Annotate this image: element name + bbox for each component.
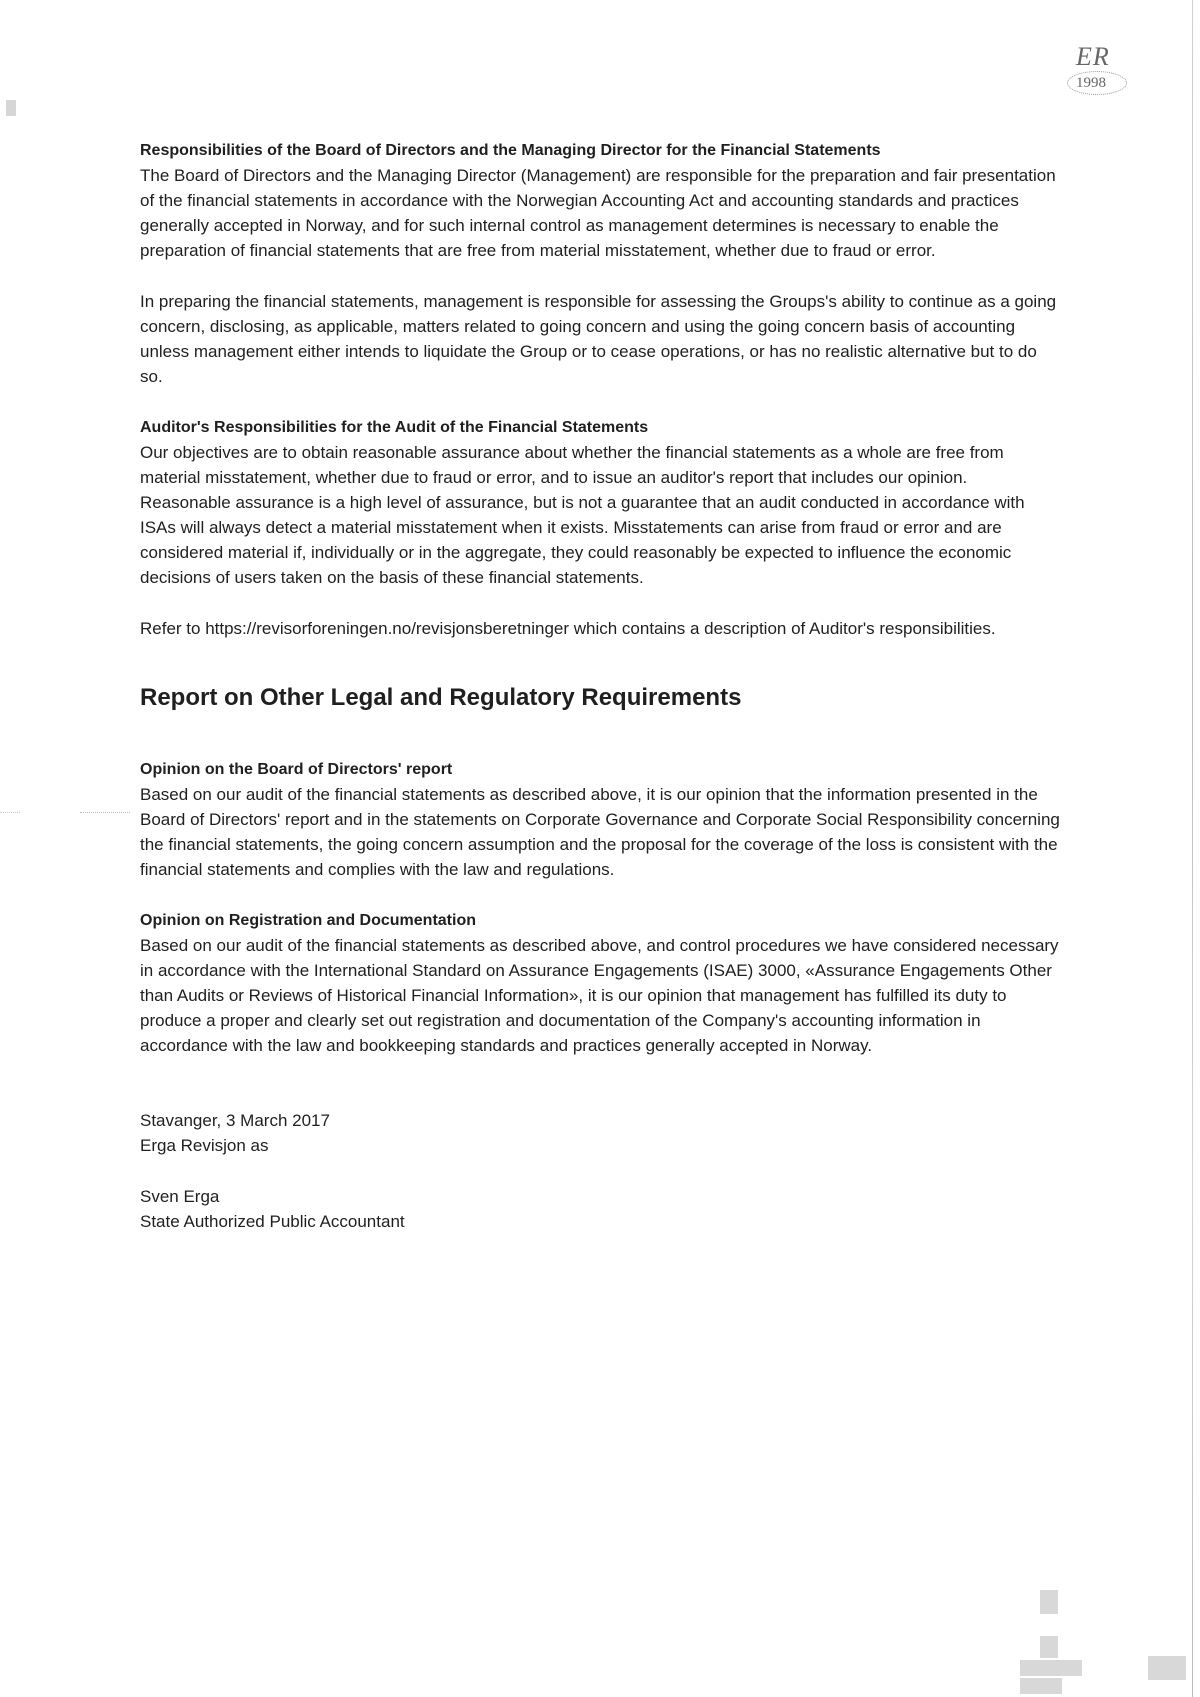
registration-opinion-section	[140, 908, 1060, 1058]
auditor-stamp	[1062, 42, 1142, 98]
scan-artifact	[1148, 1656, 1186, 1680]
board-responsibilities-section	[140, 138, 1060, 389]
paragraph: Our objectives are to obtain reasonable assurance about whether the financial statements as a whole are free from material misstatement, whether due to fraud or error, and to issue an auditor's report that includes our opinion. Reasonable assurance is a high level of assurance, but is not a guarantee that an audit conducted in accordance with ISAs will always detect a material misstatement when it exists. Misstatements can arise from fraud or error and are considered material if, individually or in the aggregate, they could reasonably be expected to influence the economic decisions of users taken on the basis of these financial statements.	[140, 443, 1025, 587]
document-body	[140, 138, 1060, 1234]
signatory-name: Sven Erga	[140, 1187, 220, 1206]
scan-artifact	[1040, 1636, 1058, 1658]
scan-artifact	[6, 100, 16, 116]
stamp-year: 1998	[1076, 75, 1106, 91]
place-date: Stavanger, 3 March 2017	[140, 1111, 330, 1130]
paragraph: In preparing the financial statements, management is responsible for assessing the Groups's ability to continue as a going concern, disclosing, as applicable, matters related to going concern and using the going concern basis of accounting unless management either intends to liquidate the Group or to cease operations, or has no realistic alternative but to do so.	[140, 292, 1057, 386]
scan-artifact	[80, 812, 130, 813]
paragraph: Refer to https://revisorforeningen.no/revisjonsberetninger which contains a description of Auditor's responsibilities.	[140, 619, 996, 638]
section-heading: Auditor's Responsibilities for the Audit of the Financial Statements	[140, 419, 649, 436]
section-heading: Responsibilities of the Board of Directors and the Managing Director for the Financial Statements	[140, 142, 881, 159]
scan-artifact	[1020, 1660, 1082, 1676]
board-report-opinion-section	[140, 757, 1060, 882]
scan-artifact	[0, 812, 20, 813]
signatory-title: State Authorized Public Accountant	[140, 1212, 405, 1231]
page-edge-line	[1192, 0, 1193, 1697]
scan-artifact	[1040, 1590, 1058, 1614]
paragraph: Based on our audit of the financial statements as described above, and control procedures we have considered necessary in accordance with the International Standard on Assurance Engagements (ISAE) 3000, «Assurance Engagements Other than Audits or Reviews of Historical Financial Information», it is our opinion that management has fulfilled its duty to produce a proper and clearly set out registration and documentation of the Company's accounting information in accordance with the law and bookkeeping standards and practices generally accepted in Norway.	[140, 936, 1059, 1055]
paragraph: The Board of Directors and the Managing Director (Management) are responsible for the preparation and fair presentation of the financial statements in accordance with the Norwegian Accounting Act and accounting standards and practices generally accepted in Norway, and for such internal control as management determines is necessary to enable the preparation of financial statements that are free from material misstatement, whether due to fraud or error.	[140, 166, 1056, 260]
paragraph: Based on our audit of the financial statements as described above, it is our opinion that the information presented in the Board of Directors' report and in the statements on Corporate Governance and Corporate Social Responsibility concerning the financial statements, the going concern assumption and the proposal for the coverage of the loss is consistent with the financial statements and complies with the law and regulations.	[140, 785, 1060, 879]
section-heading: Opinion on Registration and Documentation	[140, 912, 476, 929]
firm-name: Erga Revisjon as	[140, 1136, 269, 1155]
scan-artifact	[1020, 1678, 1062, 1694]
section-heading: Opinion on the Board of Directors' report	[140, 761, 453, 778]
page-title: Report on Other Legal and Regulatory Requirements	[140, 684, 742, 711]
stamp-initials: ER	[1076, 42, 1110, 71]
auditor-responsibilities-section	[140, 415, 1060, 641]
signature-block	[140, 1108, 1060, 1234]
